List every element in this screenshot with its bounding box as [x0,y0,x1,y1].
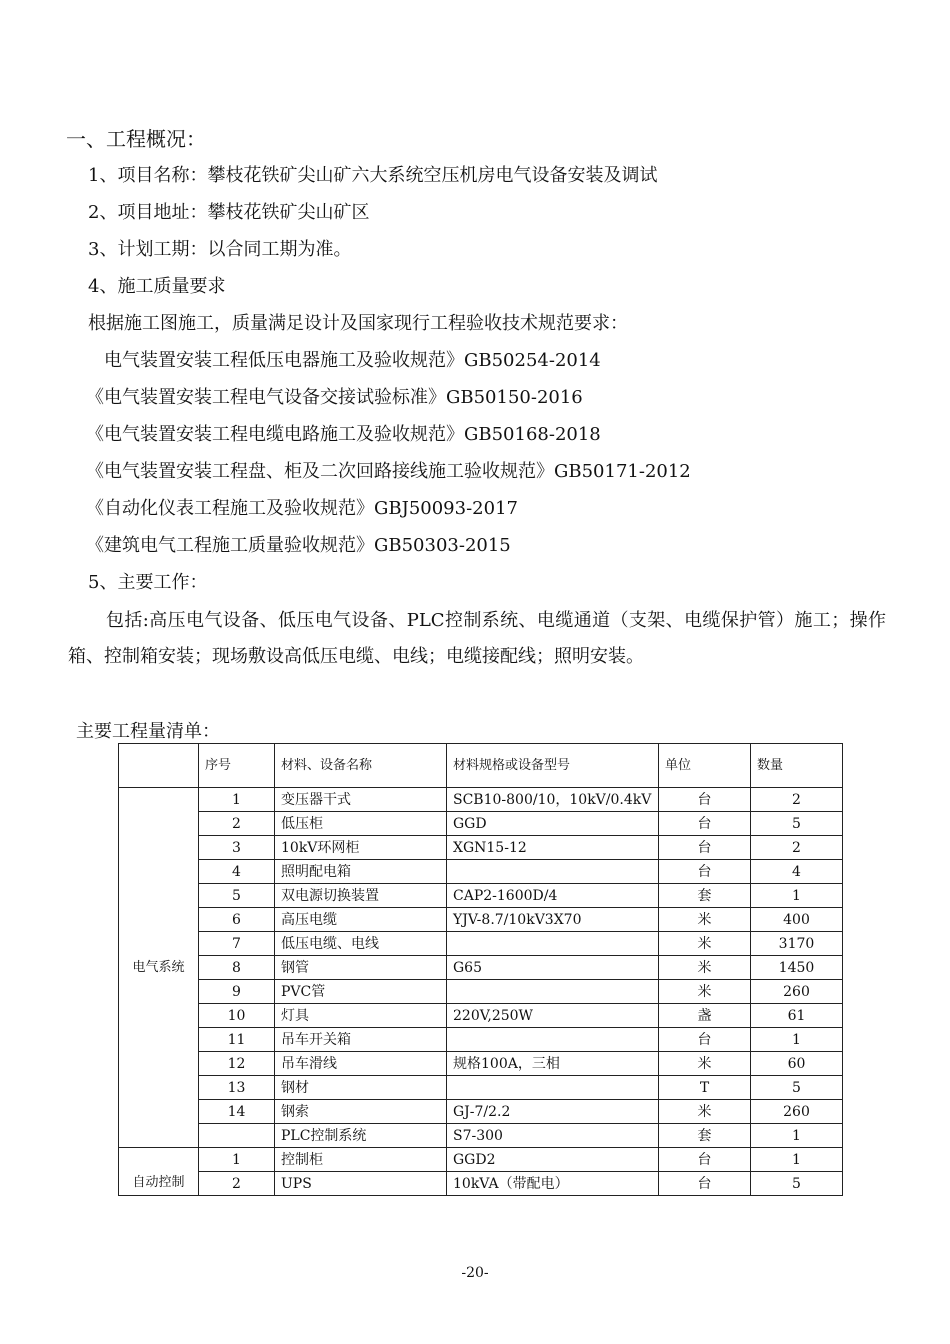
cell-spec: GJ-7/2.2 [447,1100,659,1124]
cell-qty: 5 [751,1172,843,1196]
cell-unit: 米 [659,932,751,956]
cell-name: 双电源切换装置 [275,884,447,908]
group-label: 电气系统 [119,788,199,1148]
cell-qty: 4 [751,860,843,884]
table-row [119,1004,843,1028]
cell-spec: 10kVA（带配电） [447,1172,659,1196]
cell-no: 10 [199,1004,275,1028]
cell-qty: 5 [751,1076,843,1100]
work-title: 5、主要工作： [88,572,208,593]
cell-no: 8 [199,956,275,980]
cell-spec: G65 [447,956,659,980]
table-row [119,1148,843,1172]
table-row [119,1172,843,1196]
cell-spec: YJV-8.7/10kV3X70 [447,908,659,932]
cell-qty: 61 [751,1004,843,1028]
table-row [119,932,843,956]
page-number: -20- [461,1265,489,1281]
cell-name: UPS [275,1172,447,1196]
cell-name: 灯具 [275,1004,447,1028]
cell-no: 1 [199,1148,275,1172]
table-row [119,884,843,908]
cell-spec [447,860,659,884]
cell-no: 6 [199,908,275,932]
cell-unit: 台 [659,1172,751,1196]
cell-qty: 1450 [751,956,843,980]
cell-name: PVC管 [275,980,447,1004]
cell-spec: 规格100A，三相 [447,1052,659,1076]
cell-name: 控制柜 [275,1148,447,1172]
cell-qty: 5 [751,812,843,836]
cell-spec: CAP2-1600D/4 [447,884,659,908]
table-row [119,812,843,836]
cell-no: 3 [199,836,275,860]
cell-no: 1 [199,788,275,812]
cell-name: 高压电缆 [275,908,447,932]
cell-qty: 1 [751,884,843,908]
header-spec: 材料规格或设备型号 [447,744,659,788]
header-unit: 单位 [659,744,751,788]
cell-unit: 台 [659,812,751,836]
standard-6: 《建筑电气工程施工质量验收规范》GB50303-2015 [86,535,511,556]
cell-unit: 米 [659,1100,751,1124]
cell-name: 钢索 [275,1100,447,1124]
cell-qty: 2 [751,836,843,860]
cell-name: 低压电缆、电线 [275,932,447,956]
cell-no: 2 [199,812,275,836]
cell-qty: 260 [751,1100,843,1124]
cell-qty: 1 [751,1148,843,1172]
table-row [119,860,843,884]
cell-unit: 米 [659,1052,751,1076]
cell-no: 11 [199,1028,275,1052]
cell-name: 照明配电箱 [275,860,447,884]
cell-unit: T [659,1076,751,1100]
cell-no: 9 [199,980,275,1004]
table-row [119,1124,843,1148]
table-row [119,908,843,932]
cell-unit: 台 [659,860,751,884]
quality-intro: 根据施工图施工，质量满足设计及国家现行工程验收技术规范要求： [88,313,628,334]
cell-name: 吊车开关箱 [275,1028,447,1052]
cell-spec [447,980,659,1004]
table-row [119,836,843,860]
standard-3: 《电气装置安装工程电缆电路施工及验收规范》GB50168-2018 [86,424,601,445]
cell-name: 低压柜 [275,812,447,836]
cell-no: 5 [199,884,275,908]
table-row [119,1028,843,1052]
cell-unit: 台 [659,788,751,812]
cell-spec: S7-300 [447,1124,659,1148]
cell-unit: 台 [659,836,751,860]
quantity-table [118,743,843,1196]
header-qty: 数量 [751,744,843,788]
cell-no [199,1124,275,1148]
cell-no: 4 [199,860,275,884]
cell-unit: 台 [659,1028,751,1052]
table-row [119,1052,843,1076]
cell-spec: 220V,250W [447,1004,659,1028]
table-header-row [119,744,843,788]
project-address: 2、项目地址：攀枝花铁矿尖山矿区 [88,202,370,223]
cell-no: 7 [199,932,275,956]
cell-unit: 台 [659,1148,751,1172]
project-name: 1、项目名称：攀枝花铁矿尖山矿六大系统空压机房电气设备安装及调试 [88,165,658,186]
standard-4: 《电气装置安装工程盘、柜及二次回路接线施工验收规范》GB50171-2012 [86,461,691,482]
cell-unit: 套 [659,1124,751,1148]
cell-unit: 米 [659,908,751,932]
cell-name: 吊车滑线 [275,1052,447,1076]
standard-2: 《电气装置安装工程电气设备交接试验标准》GB50150-2016 [86,387,583,408]
standard-5: 《自动化仪表工程施工及验收规范》GBJ50093-2017 [86,498,518,519]
cell-unit: 米 [659,980,751,1004]
cell-qty: 400 [751,908,843,932]
standard-1: 电气装置安装工程低压电器施工及验收规范》GB50254-2014 [104,350,601,371]
cell-name: 10kV环网柜 [275,836,447,860]
cell-spec [447,1028,659,1052]
cell-name: 钢材 [275,1076,447,1100]
header-name: 材料、设备名称 [275,744,447,788]
table-row [119,788,843,812]
cell-spec: GGD [447,812,659,836]
table-caption: 主要工程量清单： [76,721,220,742]
cell-unit: 套 [659,884,751,908]
cell-spec [447,932,659,956]
table-row [119,1100,843,1124]
cell-no: 13 [199,1076,275,1100]
header-no: 序号 [199,744,275,788]
cell-qty: 1 [751,1124,843,1148]
cell-no: 2 [199,1172,275,1196]
cell-name: 钢管 [275,956,447,980]
cell-qty: 260 [751,980,843,1004]
cell-spec: GGD2 [447,1148,659,1172]
header-group-cell [119,744,199,788]
cell-qty: 60 [751,1052,843,1076]
table-row [119,1076,843,1100]
project-period: 3、计划工期：以合同工期为准。 [88,239,352,260]
cell-spec: SCB10-800/10，10kV/0.4kV [447,788,659,812]
cell-spec [447,1076,659,1100]
cell-qty: 2 [751,788,843,812]
quality-title: 4、施工质量要求 [88,276,226,297]
cell-name: PLC控制系统 [275,1124,447,1148]
cell-no: 12 [199,1052,275,1076]
table-row [119,980,843,1004]
cell-name: 变压器干式 [275,788,447,812]
group-label: 自动控制 [119,1148,199,1196]
cell-qty: 1 [751,1028,843,1052]
cell-spec: XGN15-12 [447,836,659,860]
cell-unit: 盏 [659,1004,751,1028]
table-row [119,956,843,980]
cell-unit: 米 [659,956,751,980]
work-description: 包括:高压电气设备、低压电气设备、PLC控制系统、电缆通道（支架、电缆保护管）施工；操作箱、控制箱安装；现场敷设高低压电缆、电线；电缆接配线；照明安装。 [68,610,886,667]
section-title: 一、工程概况： [66,127,206,151]
cell-no: 14 [199,1100,275,1124]
cell-qty: 3170 [751,932,843,956]
